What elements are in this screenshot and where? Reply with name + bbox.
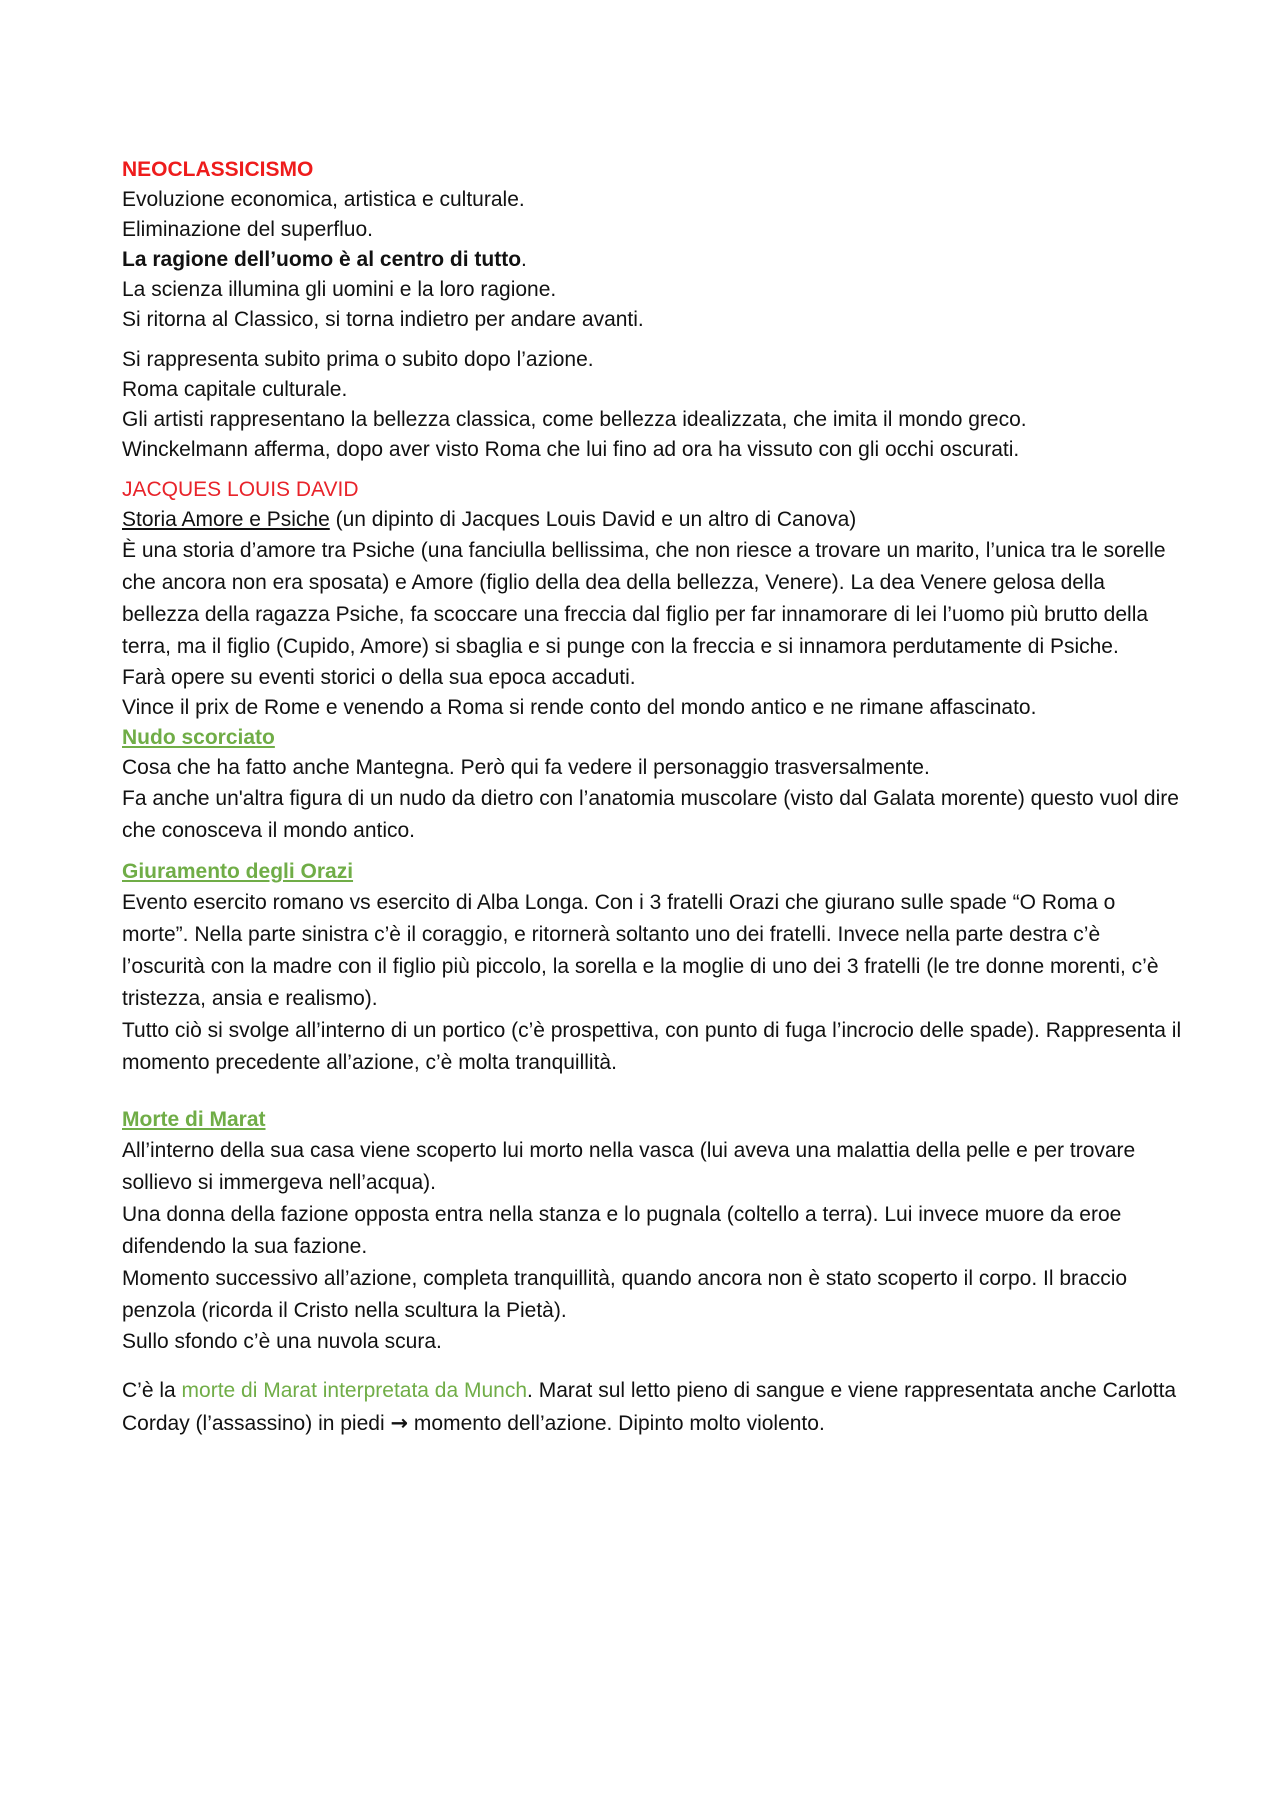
spacer [122,1079,1182,1105]
orazi-heading-link[interactable]: Giuramento degli Orazi [122,860,354,883]
orazi-paragraph-2: Tutto ciò si svolge all’interno di un portico (c’è prospettiva, con punto di fuga l’incrocio delle spade). Rappresenta il momento precedente all’azione, c’è molta tranquillità. [122,1019,1182,1074]
munch-start: C’è la [122,1379,182,1402]
munch-paragraph [122,1375,1182,1440]
nudo-line-2: Fa anche un'altra figura di un nudo da dietro con l’anatomia muscolare (visto dal Galata morente) questo vuol dire che conosceva il mondo antico. [122,787,1179,842]
document-body [122,155,1182,1440]
marat-paragraph-3: Momento successivo all’azione, completa tranquillità, quando ancora non è stato scoperto il corpo. Il braccio penzola (ricorda il Cristo nella scultura la Pietà). [122,1267,1128,1322]
story-text: È una storia d’amore tra Psiche (una fanciulla bellissima, che non riesce a trovare un marito, l’unica tra le sorelle che ancora non era sposata) e Amore (figlio della dea della bellezza, Venere). La dea Venere gelosa della bellezza della ragazza Psiche, fa scoccare una freccia dal figlio per far innamorare di lei l’uomo più brutto della terra, ma il figlio (Cupido, Amore) si sbaglia e si punge con la freccia e si innamora perdutamente di Psiche. [122,539,1166,658]
intro-line-3-end: . [521,248,527,271]
story-line [122,505,1182,535]
orazi-paragraph-1: Evento esercito romano vs esercito di Alba Longa. Con i 3 fratelli Orazi che giurano sulle spade “O Roma o morte”. Nella parte sinistra c’è il coraggio, e ritornerà soltanto uno dei fratelli. Invece nella parte destra c’è l’oscurità con la madre con il figlio più piccolo, la sorella e la moglie di uno dei 3 fratelli (le tre donne morenti, c’è tristezza, ansia e realismo). [122,891,1159,1010]
intro-line-3 [122,245,1182,275]
spacer [122,465,1182,475]
intro-line-3-bold: La ragione dell’uomo è al centro di tutto [122,248,522,271]
intro-line-4: La scienza illumina gli uomini e la loro ragione. [122,278,557,301]
spacer [122,1357,1182,1375]
munch-middle: . Marat sul letto pieno di sangue e viene rappresentata anche Carlotta Corday (l’assassino) in piedi [122,1379,1177,1435]
intro2-line-1: Si rappresenta subito prima o subito dopo l’azione. [122,348,594,371]
intro-line-2: Eliminazione del superfluo. [122,218,373,241]
intro2-line-2: Roma capitale culturale. [122,378,348,401]
marat-paragraph-2: Una donna della fazione opposta entra nella stanza e lo pugnala (coltello a terra). Lui invece muore da eroe difendendo la sua fazione. [122,1203,1122,1258]
intro-line-5: Si ritorna al Classico, si torna indietro per andare avanti. [122,308,644,331]
spacer [122,847,1182,857]
intro2-line-4: Winckelmann afferma, dopo aver visto Roma che lui fino ad ora ha vissuto con gli occhi oscurati. [122,438,1020,461]
marat-paragraph-4: Sullo sfondo c’è una nuvola scura. [122,1330,442,1353]
munch-end: momento dell’azione. Dipinto molto violento. [408,1412,825,1435]
story-note: (un dipinto di Jacques Louis David e un altro di Canova) [329,508,857,531]
munch-highlight: morte di Marat interpretata da Munch [181,1379,528,1402]
marat-paragraph-1: All’interno della sua casa viene scoperto lui morto nella vasca (lui aveva una malattia della pelle e per trovare sollievo si immergeva nell’acqua). [122,1139,1136,1194]
david-line-opere: Farà opere su eventi storici o della sua epoca accaduti. [122,666,636,689]
intro2-line-3: Gli artisti rappresentano la bellezza classica, come bellezza idealizzata, che imita il mondo greco. [122,408,1027,431]
right-arrow-icon: → [390,1411,409,1435]
david-heading: JACQUES LOUIS DAVID [122,478,359,501]
spacer [122,335,1182,345]
intro-line-1: Evoluzione economica, artistica e culturale. [122,188,525,211]
nudo-heading-link[interactable]: Nudo scorciato [122,726,275,749]
marat-heading-link[interactable]: Morte di Marat [122,1108,266,1131]
story-title: Storia Amore e Psiche [122,508,330,531]
david-line-prix: Vince il prix de Rome e venendo a Roma si rende conto del mondo antico e ne rimane affascinato. [122,696,1037,719]
page-title: NEOCLASSICISMO [122,158,314,181]
nudo-line-1: Cosa che ha fatto anche Mantegna. Però qui fa vedere il personaggio trasversalmente. [122,756,930,779]
